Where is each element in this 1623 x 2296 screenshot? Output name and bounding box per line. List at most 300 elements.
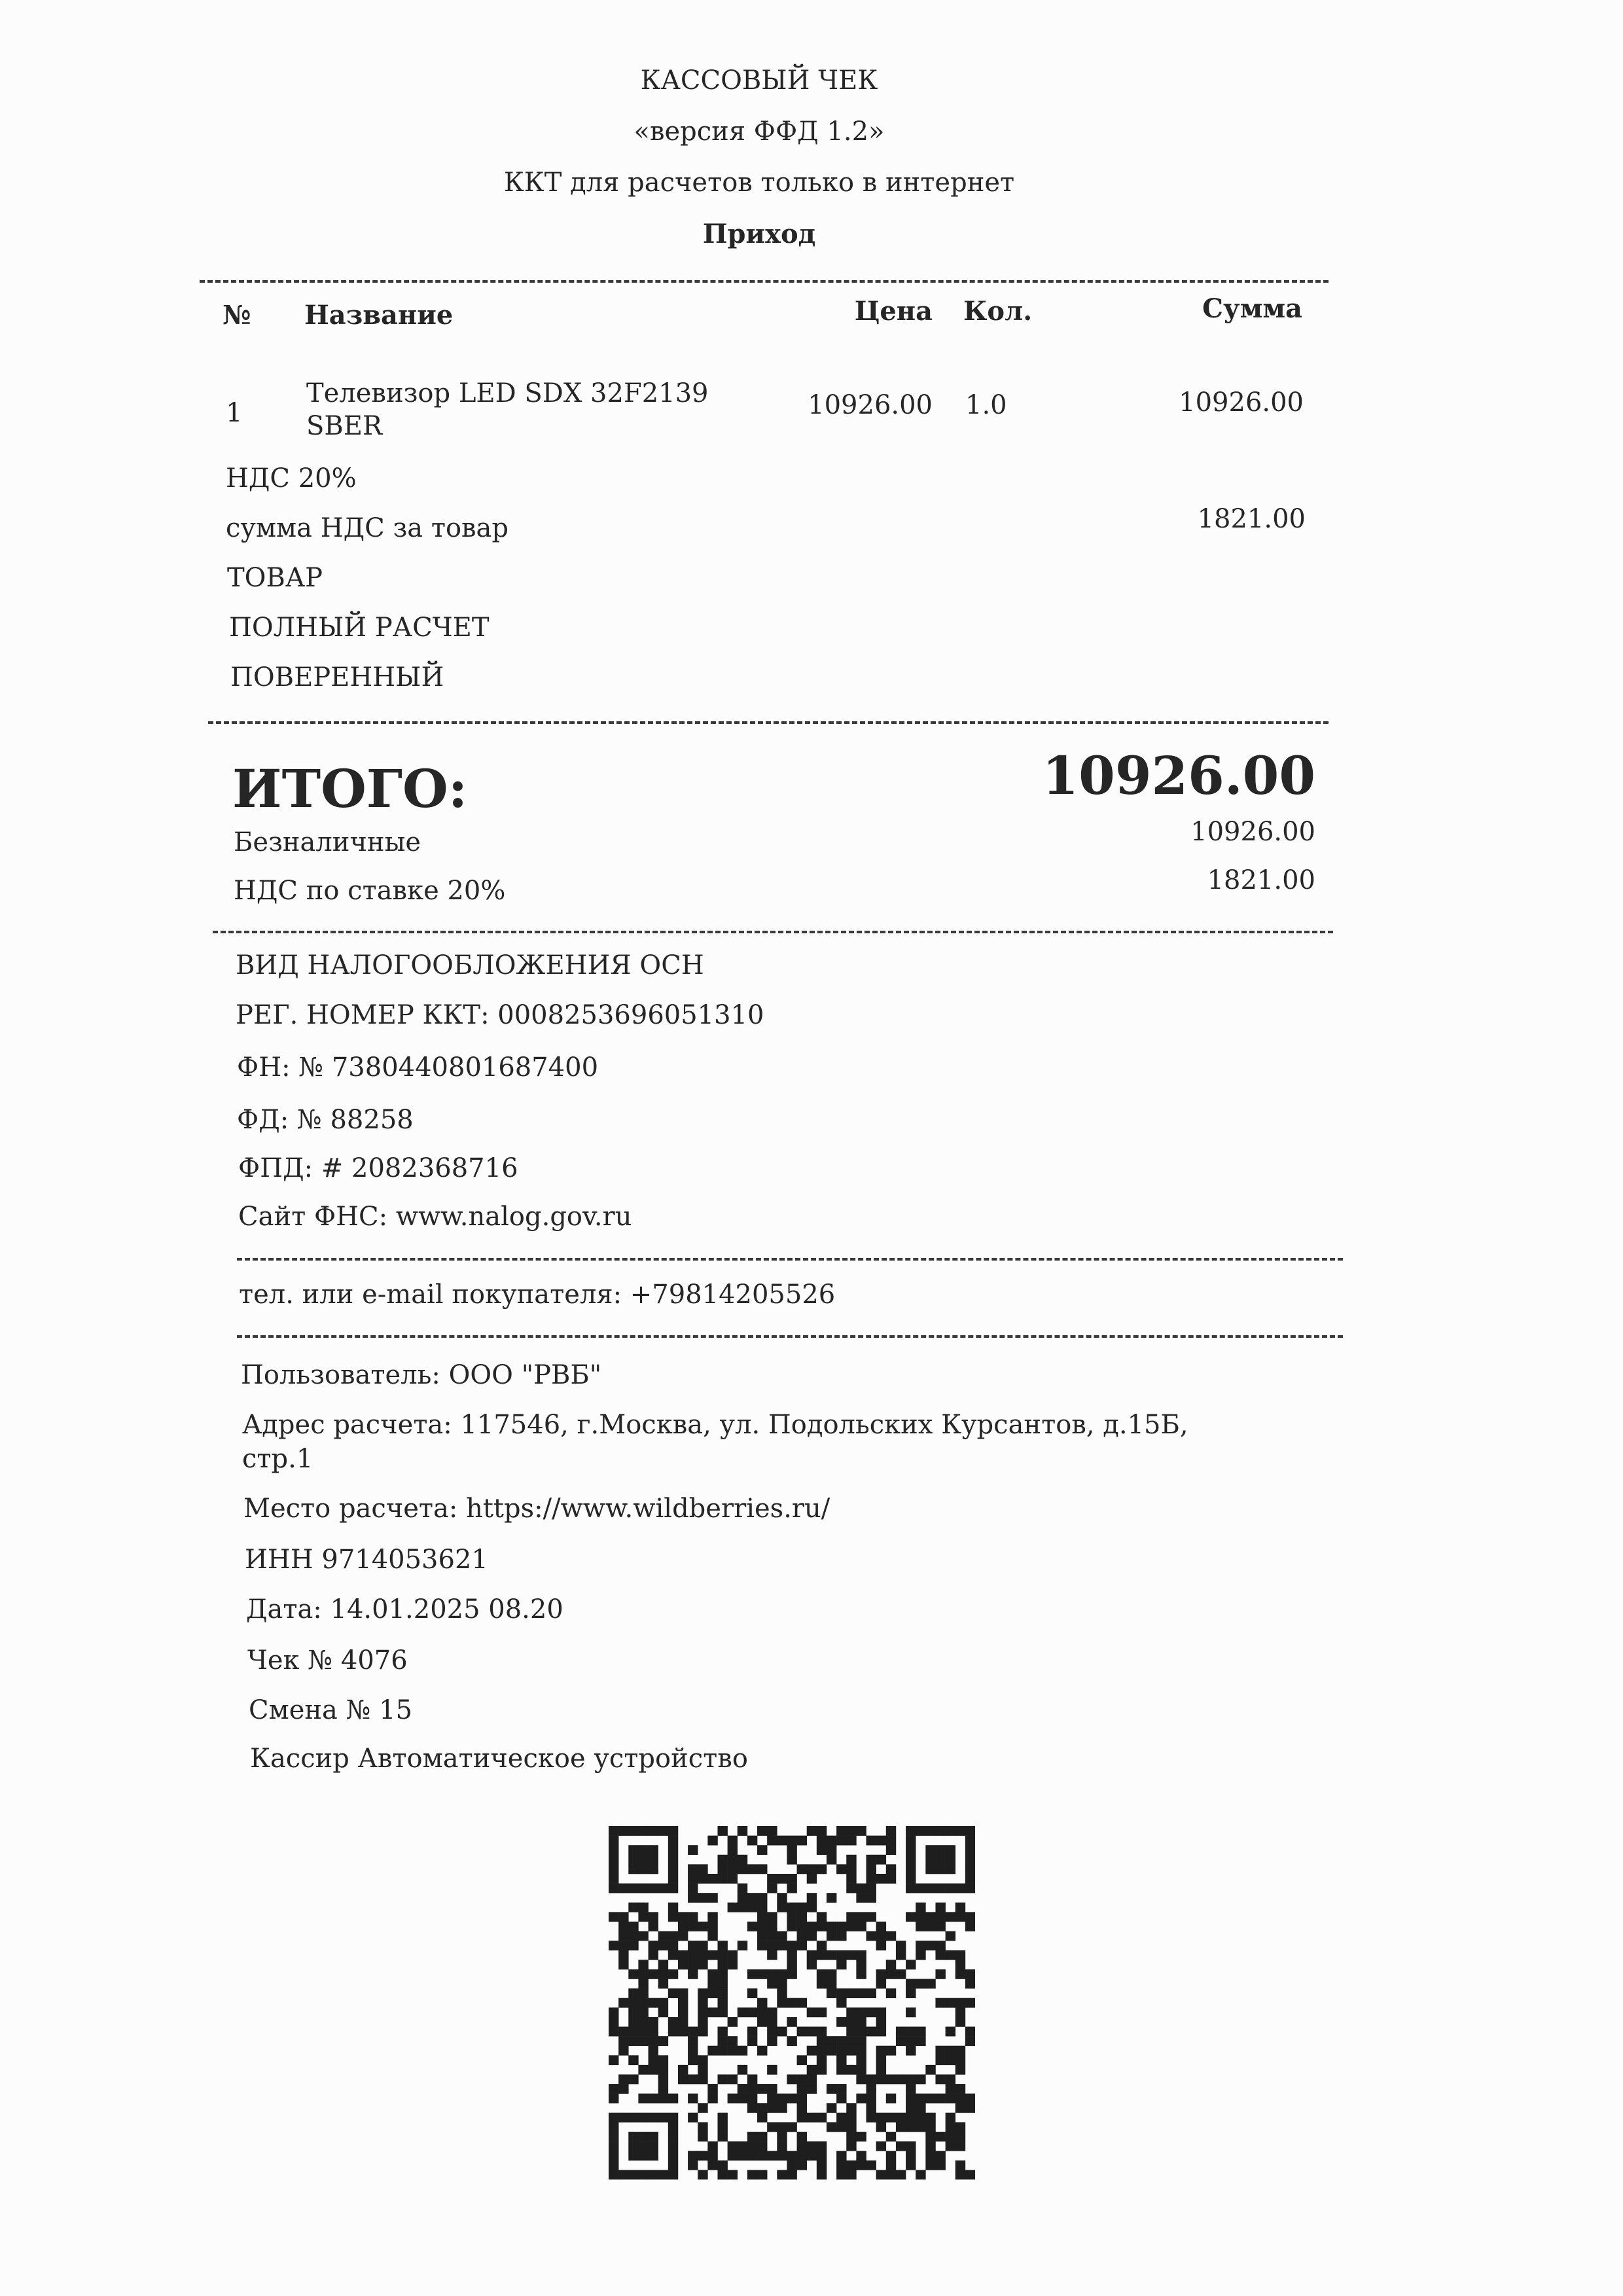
qr-module (797, 2055, 807, 2065)
qr-module (827, 1922, 836, 1931)
qr-module (707, 1931, 717, 1941)
qr-module (747, 1893, 757, 1903)
qr-module (827, 2046, 836, 2056)
qr-module (728, 1874, 738, 1884)
qr-module (649, 1912, 658, 1922)
qr-module (836, 2017, 846, 2027)
qr-module (896, 2074, 906, 2084)
qr-module (856, 2161, 866, 2170)
qr-module (767, 1969, 777, 1979)
qr-module (935, 1950, 945, 1960)
payment-place: Место расчета: https://www.wildberries.ru/ (243, 1494, 830, 1524)
qr-module (817, 2055, 827, 2065)
qr-module (935, 2161, 945, 2170)
qr-module (906, 2094, 916, 2104)
qr-module (846, 1950, 856, 1960)
qr-module (618, 2074, 628, 2084)
qr-module (817, 1826, 827, 1836)
qr-module (925, 2113, 935, 2123)
qr-module (807, 1864, 817, 1874)
qr-module (717, 2132, 727, 2142)
qr-module (876, 1969, 886, 1979)
qr-module (827, 2036, 836, 2046)
qr-module (668, 1864, 678, 1874)
qr-module (836, 2161, 846, 2170)
qr-module (797, 1922, 807, 1931)
qr-module (638, 2170, 648, 2179)
qr-module (698, 1922, 707, 1931)
qr-module (688, 1922, 698, 1931)
qr-module (658, 1941, 668, 1950)
qr-module (649, 1884, 658, 1893)
qr-module (787, 1874, 796, 1884)
qr-module (738, 2142, 747, 2151)
qr-module (787, 2170, 796, 2179)
qr-module (628, 1988, 638, 1998)
shift-number: Смена № 15 (249, 1695, 413, 1725)
qr-module (649, 1826, 658, 1836)
qr-module (609, 1864, 618, 1874)
qr-module (747, 2074, 757, 2084)
divider (237, 1258, 1343, 1261)
qr-module (866, 2074, 876, 2084)
qr-module (757, 1931, 767, 1941)
qr-module (797, 1836, 807, 1846)
qr-module (965, 2170, 975, 2179)
qr-module (846, 2036, 856, 2046)
qr-module (946, 1855, 955, 1865)
qr-module (787, 2161, 796, 2170)
qr-module (638, 2151, 648, 2161)
qr-module (807, 2084, 817, 2094)
qr-module (965, 1979, 975, 1989)
qr-module (658, 2007, 668, 2017)
qr-module (668, 1941, 678, 1950)
qr-module (777, 1979, 787, 1989)
qr-module (846, 2113, 856, 2123)
qr-module (698, 2170, 707, 2179)
qr-module (886, 1960, 896, 1969)
qr-module (906, 1884, 916, 1893)
qr-module (738, 2084, 747, 2094)
qr-module (628, 2036, 638, 2046)
qr-module (638, 1855, 648, 1865)
qr-module (856, 2017, 866, 2027)
qr-module (807, 1874, 817, 1884)
qr-module (797, 2132, 807, 2142)
qr-module (925, 1922, 935, 1931)
qr-module (717, 2122, 727, 2132)
qr-module (827, 2122, 836, 2132)
qr-module (777, 1893, 787, 1903)
qr-module (797, 2094, 807, 2104)
qr-module (906, 2026, 916, 2036)
qr-module (836, 1998, 846, 2008)
qr-module (658, 2084, 668, 2094)
qr-module (955, 1884, 965, 1893)
qr-module (658, 2036, 668, 2046)
qr-module (886, 1969, 896, 1979)
qr-module (777, 1903, 787, 1912)
qr-module (757, 1912, 767, 1922)
qr-module (688, 1874, 698, 1884)
qr-module (817, 2113, 827, 2123)
qr-module (876, 2113, 886, 2123)
qr-module (728, 1845, 738, 1855)
qr-module (787, 2151, 796, 2161)
qr-module (856, 1826, 866, 1836)
qr-module (836, 1836, 846, 1846)
qr-module (698, 2017, 707, 2027)
qr-module (827, 1836, 836, 1846)
qr-module (807, 1826, 817, 1836)
seller-address-line2: стр.1 (242, 1444, 313, 1474)
qr-module (906, 2122, 916, 2132)
qr-module (628, 2170, 638, 2179)
qr-module (638, 1988, 648, 1998)
qr-module (916, 1950, 925, 1960)
qr-module (946, 1950, 955, 1960)
qr-module (856, 2046, 866, 2056)
qr-module (876, 2142, 886, 2151)
qr-module (628, 1922, 638, 1931)
qr-module (717, 1864, 727, 1874)
qr-module (935, 2151, 945, 2161)
qr-module (638, 1884, 648, 1893)
qr-module (668, 2017, 678, 2027)
qr-module (717, 2113, 727, 2123)
qr-module (757, 1941, 767, 1950)
qr-module (925, 1855, 935, 1865)
qr-module (638, 1969, 648, 1979)
qr-module (628, 1903, 638, 1912)
qr-module (876, 2007, 886, 2017)
qr-module (856, 2055, 866, 2065)
qr-module (777, 2151, 787, 2161)
qr-module (906, 2007, 916, 2017)
qr-module (658, 1960, 668, 1969)
qr-module (678, 1922, 688, 1931)
tax-system: ВИД НАЛОГООБЛОЖЕНИЯ ОСН (236, 950, 704, 980)
qr-module (946, 1864, 955, 1874)
qr-module (649, 2055, 658, 2065)
qr-module (925, 2122, 935, 2132)
qr-module (717, 1826, 727, 1836)
kkt-mode: ККТ для расчетов только в интернет (503, 168, 1015, 198)
seller-address-line1: Адрес расчета: 117546, г.Москва, ул. Подольских Курсантов, д.15Б, (242, 1410, 1188, 1440)
divider (200, 280, 1329, 283)
qr-module (747, 2036, 757, 2046)
qr-module (787, 1845, 796, 1855)
qr-module (836, 2046, 846, 2056)
qr-module (787, 2017, 796, 2027)
qr-module (925, 1912, 935, 1922)
qr-module (688, 2055, 698, 2065)
qr-module (846, 2017, 856, 2027)
qr-module (757, 1903, 767, 1912)
qr-module (925, 2151, 935, 2161)
qr-module (668, 2113, 678, 2123)
qr-module (965, 1845, 975, 1855)
qr-module (688, 1960, 698, 1969)
qr-module (896, 2026, 906, 2036)
qr-module (678, 1950, 688, 1960)
qr-module (965, 1998, 975, 2008)
qr-module (797, 2113, 807, 2123)
qr-module (955, 2007, 965, 2017)
qr-module (836, 2113, 846, 2123)
qr-module (787, 1922, 796, 1931)
qr-module (757, 2170, 767, 2179)
qr-module (658, 2094, 668, 2104)
qr-module (846, 1988, 856, 1998)
qr-module (965, 1969, 975, 1979)
qr-module (935, 1864, 945, 1874)
qr-module (955, 2122, 965, 2132)
qr-module (747, 2132, 757, 2142)
qr-module (668, 1912, 678, 1922)
qr-module (846, 1922, 856, 1931)
qr-module (935, 1912, 945, 1922)
qr-module (777, 1988, 787, 1998)
item-qty: 1.0 (965, 390, 1007, 420)
qr-module (797, 2103, 807, 2113)
qr-module (846, 2046, 856, 2056)
qr-module (797, 1998, 807, 2008)
qr-module (876, 2055, 886, 2065)
qr-module (946, 2026, 955, 2036)
qr-module (787, 1960, 796, 1969)
total-label: ИТОГО: (232, 758, 468, 819)
qr-module (658, 1884, 668, 1893)
qr-module (678, 1931, 688, 1941)
qr-module (767, 2094, 777, 2104)
qr-module (916, 1941, 925, 1950)
qr-module (965, 1922, 975, 1931)
col-num: № (223, 300, 251, 331)
qr-module (846, 1826, 856, 1836)
qr-module (777, 2094, 787, 2104)
qr-module (707, 1922, 717, 1931)
col-qty: Кол. (963, 296, 1033, 327)
qr-module (856, 1893, 866, 1903)
qr-module (916, 2113, 925, 2123)
qr-module (698, 1988, 707, 1998)
qr-module (678, 1960, 688, 1969)
qr-module (707, 2007, 717, 2017)
qr-module (658, 2055, 668, 2065)
qr-module (717, 2161, 727, 2170)
qr-module (777, 1969, 787, 1979)
qr-module (906, 1855, 916, 1865)
qr-module (738, 1903, 747, 1912)
qr-module (728, 1855, 738, 1865)
qr-module (649, 1998, 658, 2008)
qr-module (688, 2074, 698, 2084)
qr-module (925, 1826, 935, 1836)
qr-module (896, 2170, 906, 2179)
qr-module (876, 1855, 886, 1865)
qr-module (609, 2170, 618, 2179)
qr-module (797, 1903, 807, 1912)
qr-module (906, 2046, 916, 2056)
qr-module (688, 1941, 698, 1950)
qr-module (738, 1893, 747, 1903)
qr-module (747, 2094, 757, 2104)
qr-module (658, 1969, 668, 1979)
qr-module (698, 1893, 707, 1903)
qr-module (649, 2094, 658, 2104)
qr-module (846, 2026, 856, 2036)
total-vat-value: 1821.00 (1207, 865, 1315, 895)
qr-module (638, 1826, 648, 1836)
qr-module (638, 2036, 648, 2046)
qr-module (707, 1912, 717, 1922)
qr-module (747, 2007, 757, 2017)
qr-module (935, 2046, 945, 2056)
qr-module (916, 1826, 925, 1836)
qr-module (688, 1884, 698, 1893)
qr-module (866, 1874, 876, 1884)
qr-module (767, 2122, 777, 2132)
qr-module (649, 1941, 658, 1950)
qr-module (797, 1864, 807, 1874)
qr-module (688, 1845, 698, 1855)
qr-module (955, 2017, 965, 2027)
qr-module (836, 1922, 846, 1931)
qr-module (906, 1960, 916, 1969)
qr-module (698, 1998, 707, 2008)
qr-module (836, 2094, 846, 2104)
qr-module (628, 1855, 638, 1865)
qr-module (807, 2151, 817, 2161)
qr-module (896, 2036, 906, 2046)
qr-module (777, 1941, 787, 1950)
qr-module (935, 1845, 945, 1855)
qr-module (807, 1960, 817, 1969)
qr-module (628, 1941, 638, 1950)
qr-module (886, 2151, 896, 2161)
qr-module (649, 1922, 658, 1931)
qr-module (609, 1912, 618, 1922)
qr-module (668, 2026, 678, 2036)
qr-module (787, 2122, 796, 2132)
qr-module (668, 1836, 678, 1846)
qr-module (757, 1845, 767, 1855)
kkt-reg-number: РЕГ. НОМЕР ККТ: 0008253696051310 (236, 1000, 764, 1030)
qr-module (807, 1931, 817, 1941)
qr-module (649, 1845, 658, 1855)
qr-module (767, 2103, 777, 2113)
qr-module (728, 1903, 738, 1912)
qr-module (946, 1912, 955, 1922)
qr-module (935, 1941, 945, 1950)
qr-module (638, 1864, 648, 1874)
qr-module (698, 1941, 707, 1950)
qr-module (906, 1864, 916, 1874)
qr-module (609, 2017, 618, 2027)
qr-module (817, 2170, 827, 2179)
qr-module (787, 1855, 796, 1865)
qr-module (946, 2132, 955, 2142)
qr-module (955, 1969, 965, 1979)
qr-module (728, 2142, 738, 2151)
qr-module (827, 1845, 836, 1855)
qr-module (866, 1855, 876, 1865)
qr-module (856, 1988, 866, 1998)
qr-module (807, 2065, 817, 2075)
qr-module (628, 1826, 638, 1836)
qr-module (817, 2046, 827, 2056)
qr-module (935, 1855, 945, 1865)
qr-module (856, 1969, 866, 1979)
qr-module (747, 2103, 757, 2113)
qr-module (817, 2036, 827, 2046)
qr-module (658, 2113, 668, 2123)
qr-module (638, 1931, 648, 1941)
qr-module (955, 1903, 965, 1912)
qr-module (946, 2084, 955, 2094)
qr-module (817, 2007, 827, 2017)
qr-module (717, 1960, 727, 1969)
qr-module (846, 2103, 856, 2113)
qr-module (628, 2055, 638, 2065)
qr-module (916, 1903, 925, 1912)
qr-module (797, 1931, 807, 1941)
qr-module (757, 2084, 767, 2094)
qr-module (609, 1884, 618, 1893)
qr-module (777, 2026, 787, 2036)
qr-module (817, 1979, 827, 1989)
qr-module (787, 1884, 796, 1893)
qr-module (906, 1845, 916, 1855)
qr-module (846, 2007, 856, 2017)
qr-module (747, 2026, 757, 2036)
qr-module (767, 2151, 777, 2161)
qr-module (668, 1855, 678, 1865)
qr-module (638, 2017, 648, 2027)
qr-module (609, 2142, 618, 2151)
qr-module (807, 1922, 817, 1931)
buyer-contact: тел. или e-mail покупателя: +79814205526 (239, 1280, 836, 1310)
qr-module (747, 1988, 757, 1998)
qr-module (836, 1950, 846, 1960)
qr-module (916, 2094, 925, 2104)
qr-module (698, 2055, 707, 2065)
qr-module (916, 1922, 925, 1931)
qr-module (876, 1922, 886, 1931)
qr-module (807, 2113, 817, 2123)
item-sum: 10926.00 (1179, 387, 1304, 418)
qr-module (916, 2036, 925, 2046)
qr-module (738, 1826, 747, 1836)
qr-module (618, 2113, 628, 2123)
qr-module (797, 2161, 807, 2170)
qr-module (738, 1941, 747, 1950)
qr-module (747, 1836, 757, 1846)
qr-module (965, 1836, 975, 1846)
qr-module (955, 1998, 965, 2008)
qr-module (856, 2151, 866, 2161)
qr-module (946, 2046, 955, 2056)
qr-module (668, 1874, 678, 1884)
qr-module (668, 2161, 678, 2170)
qr-module (886, 1874, 896, 1884)
qr-module (886, 2170, 896, 2179)
qr-module (757, 1998, 767, 2008)
qr-module (946, 2094, 955, 2104)
qr-module (886, 2094, 896, 2104)
